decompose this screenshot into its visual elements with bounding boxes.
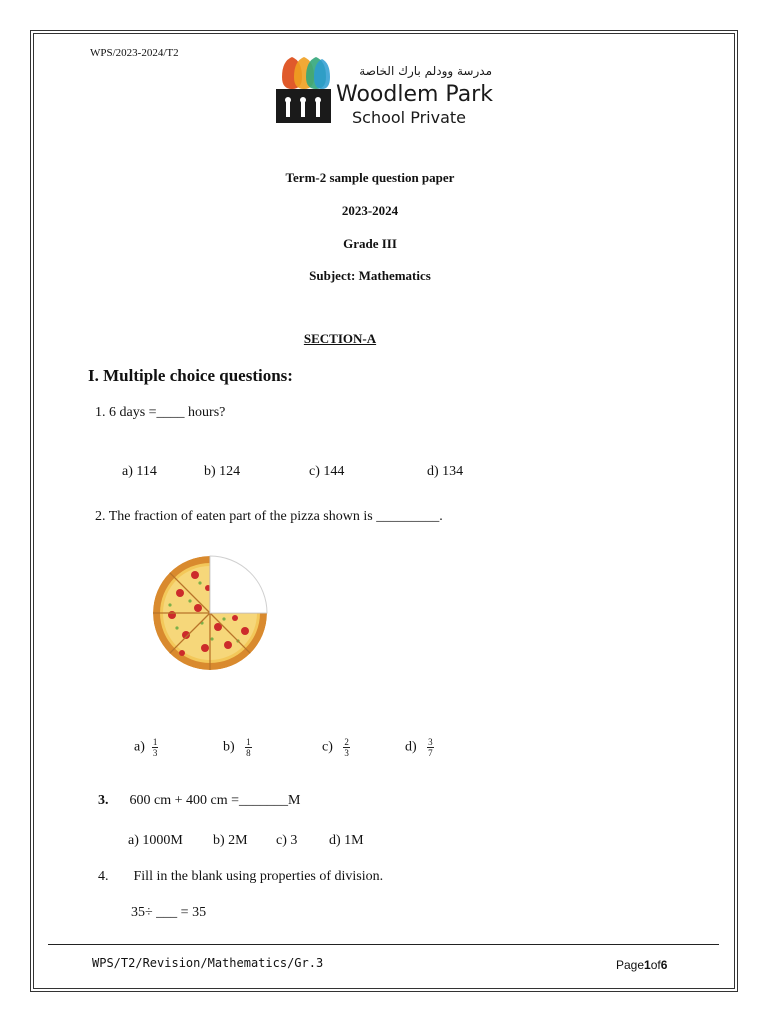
logo-name-line1: Woodlem Park [336,82,493,107]
question-text: Fill in the blank using properties of division. [133,869,384,884]
fraction: $\frac{1}{3}$ [152,737,158,758]
q2-option-c: c) $\frac{2}{3}$ [322,737,349,758]
footer-divider [48,944,719,945]
academic-year: 2023-2024 [341,203,399,218]
mcq-heading: I. Multiple choice questions: [88,366,293,385]
q1-option-c: c) 144 [309,464,345,479]
q1-option-b: b) 124 [204,464,241,479]
question-number: 2. [95,509,106,524]
school-logo-mark [272,55,497,130]
q3-option-c: c) 3 [276,833,298,848]
q3-option-d: d) 1M [329,833,364,848]
subject: Subject: Mathematics [309,268,431,283]
question-number: 3. [98,793,109,808]
pizza-image [150,553,270,673]
fraction: $\frac{1}{8}$ [246,737,251,758]
section-heading: SECTION-A [303,331,377,346]
q3-option-b: b) 2M [213,833,248,848]
page-number: Page1of6 [616,958,668,972]
grade: Grade III [343,236,397,251]
question-text: 600 cm + 400 cm =_______M [129,793,301,808]
logo-name-line2: School Private [352,108,466,127]
q1-option-a: a) 114 [122,464,157,479]
q4-expression: 35÷ ___ = 35 [131,905,207,920]
question-3 [98,793,300,809]
q2-option-a: a) $\frac{1}{3}$ [134,737,158,758]
logo-arabic-name: مدرسة وودلم بارك الخاصة [359,64,492,78]
document-code: WPS/2023-2024/T2 [90,47,179,59]
question-1 [95,405,225,421]
fraction: $\frac{3}{7}$ [428,737,433,758]
logo-drops [282,57,330,89]
q1-option-d: d) 134 [427,464,464,479]
question-2 [95,509,443,525]
q2-option-d: d) $\frac{3}{7}$ [405,737,433,758]
fraction: $\frac{2}{3}$ [344,737,349,758]
question-4 [98,869,383,885]
question-text: 6 days =____ hours? [109,405,226,420]
question-number: 4. [98,869,109,884]
q2-option-b: b) $\frac{1}{8}$ [223,737,251,758]
paper-title: Term-2 sample question paper [285,170,455,185]
question-number: 1. [95,405,106,420]
footer-reference: WPS/T2/Revision/Mathematics/Gr.3 [92,956,324,970]
q3-option-a: a) 1000M [128,833,183,848]
school-logo [272,55,497,130]
pizza-icon [150,553,270,673]
question-text: The fraction of eaten part of the pizza shown is _________. [108,509,443,524]
